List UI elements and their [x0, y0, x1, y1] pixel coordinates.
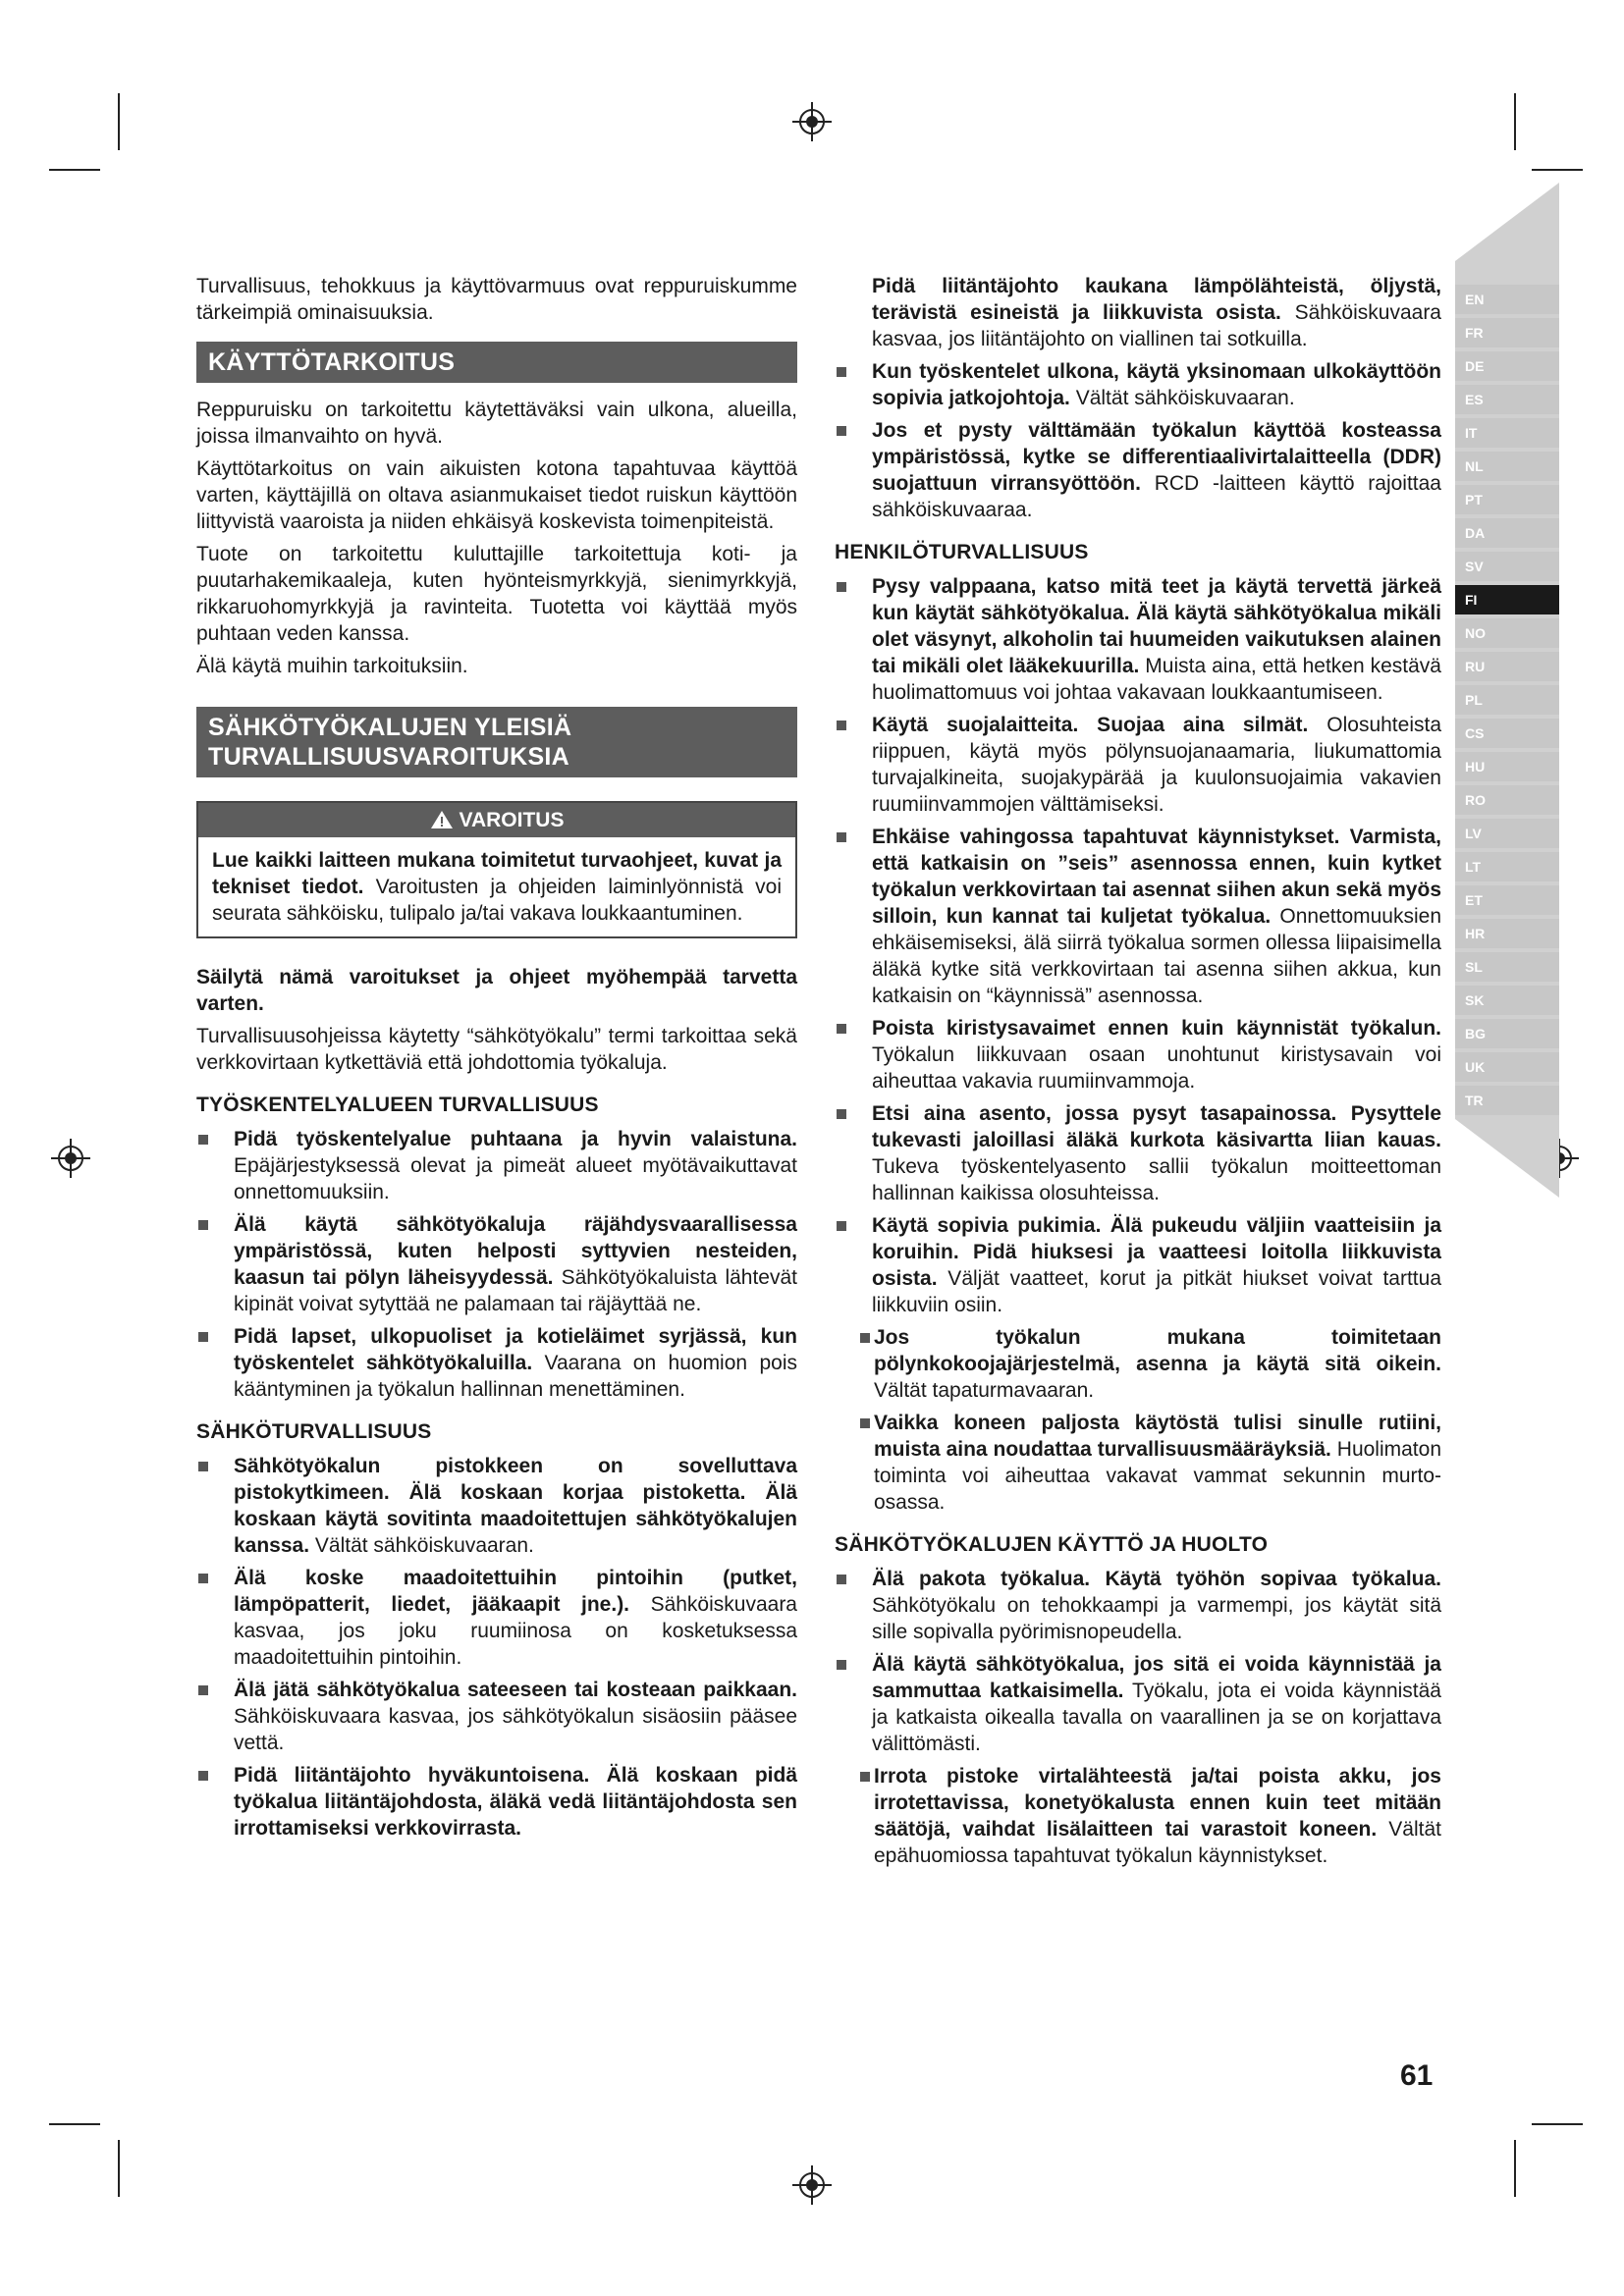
- list-item-bold: Käytä suojalaitteita. Suojaa aina silmät.: [872, 714, 1309, 736]
- language-tab-hu: HU: [1455, 752, 1559, 781]
- list-item-text: Huolimaton toiminta voi aiheuttaa vakavat vammat sekunnin murto-osassa.: [874, 1438, 1441, 1514]
- use-care-list: [835, 1566, 1441, 1757]
- list-item-text: Vältät sähköiskuvaaran.: [1069, 387, 1295, 409]
- list-item-text: Olosuhteista riippuen, käytä myös pölynsuojanaamaria, liukumattomia turvajalkineita, suojakypärää ja kuulonsuojaimia vakavien ruumiinvammojen välttämiseksi.: [872, 714, 1441, 816]
- list-item-bold: Pidä työskentelyalue puhtaana ja hyvin valaistuna.: [234, 1128, 797, 1150]
- continued-item: [835, 273, 1441, 352]
- warning-text: Varoitusten ja ohjeiden laiminlyönnistä voi seurata sähköisku, tulipalo ja/tai vakava loukkaantuminen.: [212, 876, 782, 925]
- list-item: [196, 1126, 797, 1205]
- bullet-square-icon: [198, 1220, 208, 1230]
- language-tab-tr: TR: [1455, 1086, 1559, 1115]
- section-heading-general: [196, 707, 797, 777]
- list-item-bold: Älä jätä sähkötyökalua sateeseen tai kosteaan paikkaan.: [234, 1679, 797, 1701]
- crop-mark: [1532, 2123, 1583, 2125]
- language-tab-lt: LT: [1455, 852, 1559, 881]
- list-item-bold: Jos et pysty välttämään työkalun käyttöä kosteassa ympäristössä, kytke se differentiaalivirtalaitteella (DDR) suojattuun virransyöttöön.: [872, 419, 1441, 495]
- list-item: [835, 1410, 1441, 1516]
- list-item-text: Sähkötyökaluista lähtevät kipinät voivat sytyttää ne palamaan tai räjäyttää ne.: [234, 1266, 797, 1315]
- list-item-text: Sähköiskuvaara kasvaa, jos sähkötyökalun sisäosiin pääsee vettä.: [234, 1705, 797, 1754]
- bullet-square-icon: [837, 1024, 846, 1034]
- list-item: [835, 1651, 1441, 1757]
- list-item: [835, 573, 1441, 706]
- bullet-square-icon: [837, 426, 846, 436]
- purpose-paragraph: Tuote on tarkoitettu kuluttajille tarkoitettuja koti- ja puutarhakemikaaleja, kuten hyönteismyrkkyjä, sienimyrkkyjä, rikkaruohomyrkkyjä ja ravinteita. Tuotetta voi käyttää myös puhtaan veden kanssa.: [196, 543, 797, 645]
- registration-mark-icon: [792, 102, 832, 141]
- list-item-text: Muista aina, että hetken kestävä huolimattomuus voi johtaa vakavaan loukkaantumiseen.: [872, 655, 1441, 704]
- section-heading-use: SÄHKÖTYÖKALUJEN KÄYTTÖ JA HUOLTO: [835, 1533, 1269, 1556]
- list-item-bold: Irrota pistoke virtalähteestä ja/tai poista akku, jos irrotettavissa, konetyökalusta ennen kuin teet mitään säätöjä, vaihdat lisälaitteen tai varastoit koneen.: [874, 1765, 1441, 1841]
- list-item-bold: Älä koske maadoitettuihin pintoihin (putket, lämpöpatterit, liedet, jääkaapit jne.).: [234, 1567, 797, 1616]
- bullet-square-icon: [198, 1685, 208, 1695]
- list-item-bold: Älä käytä sähkötyökaluja räjähdysvaarallisessa ympäristössä, kuten helposti syttyvien nesteiden, kaasun tai pölyn läheisyydessä.: [234, 1213, 797, 1289]
- language-tab-sv: SV: [1455, 552, 1559, 581]
- bullet-square-icon: [837, 832, 846, 842]
- language-tab-lv: LV: [1455, 819, 1559, 848]
- list-item: [835, 824, 1441, 1009]
- bullet-square-icon: [837, 582, 846, 592]
- warning-bold-text: Lue kaikki laitteen mukana toimitetut turvaohjeet, kuvat ja tekniset tiedot.: [212, 849, 782, 898]
- list-item-bold: Älä pakota työkalua. Käytä työhön sopivaa työkalua.: [872, 1568, 1441, 1590]
- crop-mark: [1532, 169, 1583, 171]
- bullet-square-icon: [837, 1221, 846, 1231]
- list-item: [835, 712, 1441, 818]
- list-item-text: Vältät sähköiskuvaaran.: [309, 1534, 534, 1557]
- general-title-line: SÄHKÖTYÖKALUJEN YLEISIÄ: [208, 714, 572, 741]
- list-item: [835, 1212, 1441, 1318]
- language-tab-cs: CS: [1455, 719, 1559, 748]
- list-item-bold: Etsi aina asento, jossa pysyt tasapainossa. Pysyttele tukevasti jaloillasi äläkä kurkota käsivartta liian kauas.: [872, 1102, 1441, 1151]
- list-item-bold: Kun työskentelet ulkona, käytä yksinomaan ulkokäyttöön sopivia jatkojohtoja.: [872, 360, 1441, 409]
- language-tab-uk: UK: [1455, 1052, 1559, 1082]
- bullet-square-icon: [198, 1462, 208, 1471]
- continued-bold: Pidä liitäntäjohto kaukana lämpölähteistä, öljystä, terävistä esineistä ja liikkuvista osista.: [872, 275, 1441, 324]
- list-item: [196, 1323, 797, 1403]
- list-item-bold: Käytä sopivia pukimia. Älä pukeudu väljiin vaatteisiin ja koruihin. Pidä hiuksesi ja vaatteesi loitolla liikkuvista osista.: [872, 1214, 1441, 1290]
- language-tab-da: DA: [1455, 518, 1559, 548]
- list-item: [835, 358, 1441, 411]
- general-title-line: TURVALLISUUSVAROITUKSIA: [208, 743, 570, 771]
- electrical-list: [196, 1453, 797, 1842]
- list-item: [835, 1015, 1441, 1095]
- section-heading-personal: HENKILÖTURVALLISUUS: [835, 541, 1089, 563]
- language-tab-sl: SL: [1455, 952, 1559, 982]
- electrical-list-continued: [835, 358, 1441, 523]
- list-item-text: Vältät tapaturmavaaran.: [874, 1379, 1095, 1402]
- page-number: 61: [1400, 2059, 1434, 2092]
- bullet-square-icon: [837, 721, 846, 730]
- continued-text: Sähköiskuvaara kasvaa, jos liitäntäjohto on viallinen tai sotkuilla.: [872, 301, 1441, 350]
- purpose-paragraph: Käyttötarkoitus on vain aikuisten kotona tapahtuvaa käyttöä varten, käyttäjillä on oltava asianmukaiset tiedot ruiskun käyttöön liittyvistä vaaroista ja niiden ehkäisyä koskevista toimenpiteistä.: [196, 457, 797, 533]
- list-item-bold: Jos työkalun mukana toimitetaan pölynkokoojajärjestelmä, asenna ja käytä sitä oikein.: [874, 1326, 1441, 1375]
- list-item-text: Työkalun liikkuvaan osaan unohtunut kiristysavain voi aiheuttaa vakavia ruumiinvammoja.: [872, 1043, 1441, 1093]
- list-item-text: Sähkötyökalu on tehokkaampi ja varmempi, jos käytät sitä sille sopivalla pyörimisnopeudella.: [872, 1594, 1441, 1643]
- list-item: [835, 1324, 1441, 1404]
- registration-mark-icon: [51, 1139, 90, 1178]
- language-tab-pl: PL: [1455, 685, 1559, 715]
- crop-mark: [1514, 2140, 1516, 2197]
- bullet-square-icon: [837, 1575, 846, 1584]
- bullet-square-icon: [837, 367, 846, 377]
- crop-mark: [49, 169, 100, 171]
- intro-text: Turvallisuus, tehokkuus ja käyttövarmuus ovat reppuruiskumme tärkeimpiä ominaisuuksia.: [196, 275, 797, 324]
- section-heading-purpose: KÄYTTÖTARKOITUS: [196, 342, 797, 383]
- list-item-text: Tukeva työskentelyasento sallii työkalun moitteettoman hallinnan kaikissa olosuhteissa.: [872, 1155, 1441, 1204]
- list-item-text: Epäjärjestyksessä olevat ja pimeät alueet myötävaikuttavat onnettomuuksiin.: [234, 1154, 797, 1203]
- personal-safety-list-indented: [835, 1324, 1441, 1516]
- list-item-bold: Pidä liitäntäjohto hyväkuntoisena. Älä koskaan pidä työkalua liitäntäjohdosta, äläkä vedä liitäntäjohdosta sen irrottamiseksi verkkovirrasta.: [234, 1764, 797, 1840]
- list-item-text: Väljät vaatteet, korut ja pitkät hiukset voivat tarttua liikkuviin osiin.: [872, 1267, 1441, 1316]
- list-item-text: Vaarana on huomion pois kääntyminen ja työkalun hallinnan menettäminen.: [234, 1352, 797, 1401]
- list-item-text: RCD -laitteen käyttö rajoittaa sähköiskuvaaraa.: [872, 472, 1441, 521]
- list-item: [835, 417, 1441, 523]
- warning-box: [196, 801, 797, 938]
- language-tab-hr: HR: [1455, 919, 1559, 948]
- list-item-text: Sähköiskuvaara kasvaa, jos joku ruumiinosa on kosketuksessa maadoitettuihin pintoihin.: [234, 1593, 797, 1669]
- bullet-square-icon: [198, 1135, 208, 1145]
- list-item-bold: Pysy valppaana, katso mitä teet ja käytä tervettä järkeä kun käytät sähkötyökalua. Älä käytä sähkötyökalua mikäli olet väsynyt, alkoholin tai huumeiden vaikutuksen alainen tai mikäli olet lääkekuurilla.: [872, 575, 1441, 677]
- purpose-paragraph: Älä käytä muihin tarkoituksiin.: [196, 655, 468, 677]
- use-care-list-indented: [835, 1763, 1441, 1869]
- language-tab-de: DE: [1455, 351, 1559, 381]
- section-heading-work-area: TYÖSKENTELYALUEEN TURVALLISUUS: [196, 1094, 599, 1116]
- list-item-bold: Vaikka koneen paljosta käytöstä tulisi sinulle rutiini, muista aina noudattaa turvallisuusmääräyksiä.: [874, 1412, 1441, 1461]
- section-heading-electrical: SÄHKÖTURVALLISUUS: [196, 1420, 432, 1443]
- list-item-text: Työkalu, jota ei voida käynnistää ja katkaista oikealla tavalla on vaarallinen ja se on korjattava välittömästi.: [872, 1680, 1441, 1755]
- language-tab-fr: FR: [1455, 318, 1559, 347]
- list-item: [835, 1100, 1441, 1206]
- language-tab-no: NO: [1455, 618, 1559, 648]
- bullet-square-icon: [198, 1771, 208, 1781]
- warning-triangle-icon: [430, 810, 454, 829]
- purpose-paragraph: Reppuruisku on tarkoitettu käytettäväksi vain ulkona, alueilla, joissa ilmanvaihto on hyvä.: [196, 399, 797, 448]
- warning-title: VAROITUS: [459, 809, 565, 831]
- list-item-text: Vältät epähuomiossa tapahtuvat työkalun käynnistykset.: [874, 1818, 1441, 1867]
- bullet-square-icon: [837, 1109, 846, 1119]
- language-tab-ro: RO: [1455, 785, 1559, 815]
- language-tab-it: IT: [1455, 418, 1559, 448]
- warning-header: [198, 803, 795, 837]
- keep-instructions: Säilytä nämä varoitukset ja ohjeet myöhempää tarvetta varten.: [196, 966, 797, 1015]
- crop-mark: [1514, 93, 1516, 150]
- list-item-text: Onnettomuuksien ehkäisemiseksi, älä siirrä työkalua sormen ollessa liipaisimella äläkä kytke sitä verkkovirtaan tai asenna siihen akkua, kun katkaisin on “käynnissä” asennossa.: [872, 905, 1441, 1007]
- list-item: [196, 1762, 797, 1842]
- list-item: [196, 1565, 797, 1671]
- list-item: [835, 1763, 1441, 1869]
- language-tab-nl: NL: [1455, 452, 1559, 481]
- list-item-bold: Sähkötyökalun pistokkeen on sovelluttava pistokytkimeen. Älä koskaan korjaa pistoketta. Älä koskaan käytä sovitinta maadoitettujen sähkötyökalujen kanssa.: [234, 1455, 797, 1557]
- list-item-bold: Poista kiristysavaimet ennen kuin käynnistät työkalun.: [872, 1017, 1441, 1040]
- bullet-square-icon: [198, 1574, 208, 1583]
- list-item-bold: Ehkäise vahingossa tapahtuvat käynnistykset. Varmista, että katkaisin on ”seis” asennossa ennen, kuin kytket työkalun verkkovirtaan tai asennat siihen akun sekä myös silloin, kun kannat tai kuljetat työkalua.: [872, 826, 1441, 928]
- language-tab-ru: RU: [1455, 652, 1559, 681]
- language-tab-en: EN: [1455, 285, 1559, 314]
- term-definition: Turvallisuusohjeissa käytetty “sähkötyökalu” termi tarkoittaa sekä verkkovirtaan kytkettäviä että johdottomia työkaluja.: [196, 1025, 797, 1074]
- right-column: [835, 273, 1441, 1875]
- language-tab-fi: FI: [1455, 585, 1559, 614]
- crop-mark: [118, 93, 120, 150]
- list-item-bold: Älä käytä sähkötyökalua, jos sitä ei voida käynnistää ja sammuttaa katkaisimella.: [872, 1653, 1441, 1702]
- list-item: [196, 1453, 797, 1559]
- work-area-list: [196, 1126, 797, 1403]
- list-item: [835, 1566, 1441, 1645]
- bullet-square-icon: [860, 1772, 870, 1782]
- bullet-square-icon: [198, 1332, 208, 1342]
- crop-mark: [118, 2140, 120, 2197]
- language-tab-es: ES: [1455, 385, 1559, 414]
- language-tab-pt: PT: [1455, 485, 1559, 514]
- list-item: [196, 1677, 797, 1756]
- personal-safety-list: [835, 573, 1441, 1318]
- warning-body: [198, 837, 795, 936]
- list-item: [196, 1211, 797, 1317]
- bullet-square-icon: [837, 1660, 846, 1670]
- language-tab-bg: BG: [1455, 1019, 1559, 1048]
- language-tab-et: ET: [1455, 885, 1559, 915]
- list-item-bold: Pidä lapset, ulkopuoliset ja kotieläimet syrjässä, kun työskentelet sähkötyökaluilla.: [234, 1325, 797, 1374]
- bullet-square-icon: [860, 1418, 870, 1428]
- crop-mark: [49, 2123, 100, 2125]
- bullet-square-icon: [860, 1333, 870, 1343]
- language-tabs: [1455, 285, 1559, 1119]
- registration-mark-icon: [792, 2165, 832, 2205]
- language-tab-sk: SK: [1455, 986, 1559, 1015]
- left-column: [196, 273, 797, 1847]
